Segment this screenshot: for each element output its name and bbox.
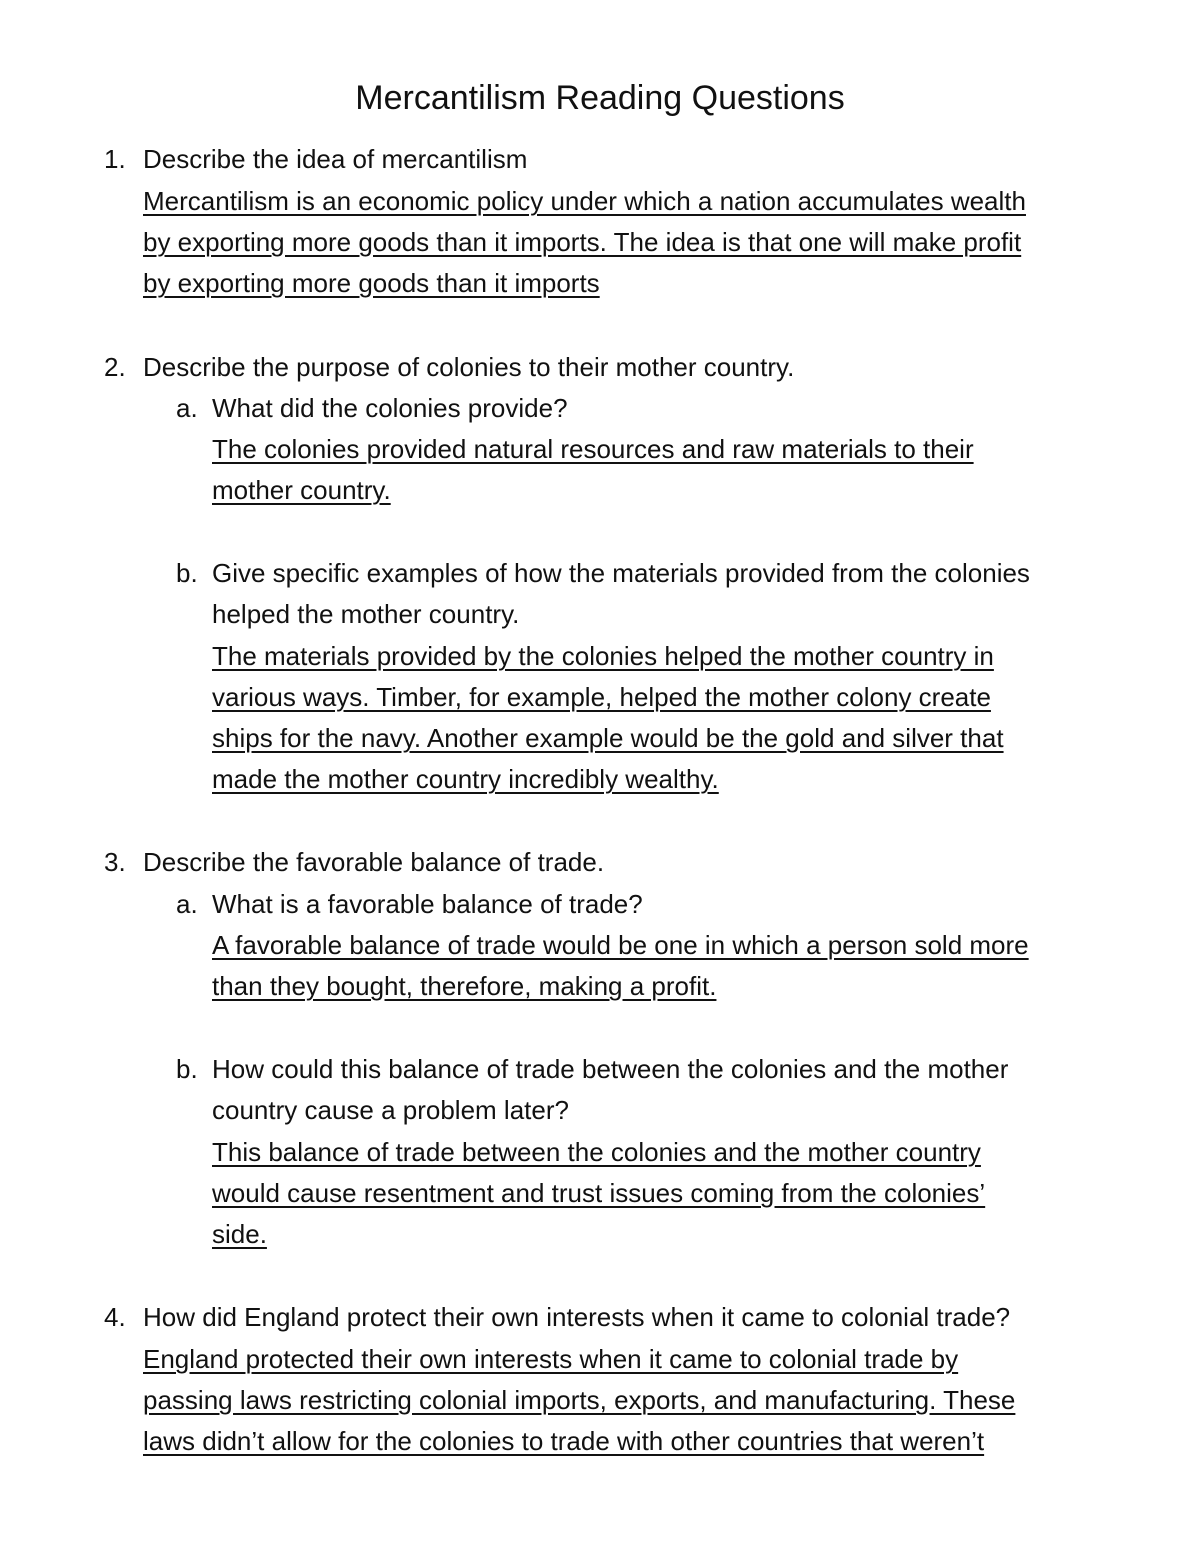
q4-answer-line-2: passing laws restricting colonial imports, exports, and manufacturing. These (143, 1385, 1016, 1415)
q3a-answer-line-2: than they bought, therefore, making a profit. (212, 971, 717, 1001)
q4-question: How did England protect their own interests when it came to colonial trade? (143, 1302, 1011, 1332)
q2a-answer-line-1: The colonies provided natural resources and raw materials to their (212, 434, 974, 464)
q3a-answer-line-1: A favorable balance of trade would be one in which a person sold more (212, 930, 1029, 960)
q2b-question-line-1: Give specific examples of how the materials provided from the colonies (212, 558, 1030, 588)
q4-number: 4. (104, 1302, 126, 1332)
q3-question: Describe the favorable balance of trade. (143, 847, 605, 877)
q2a-letter: a. (176, 393, 198, 423)
q1-number: 1. (104, 144, 126, 174)
q3b-answer-line-1: This balance of trade between the colonies and the mother country (212, 1137, 981, 1167)
q2b-answer-line-3: ships for the navy. Another example would be the gold and silver that (212, 723, 1004, 753)
q4-answer-line-3: laws didn’t allow for the colonies to trade with other countries that weren’t (143, 1426, 985, 1456)
q3b-answer-line-2: would cause resentment and trust issues coming from the colonies’ (212, 1178, 986, 1208)
q2a-question: What did the colonies provide? (212, 393, 568, 423)
q1-question: Describe the idea of mercantilism (143, 144, 528, 174)
q2b-letter: b. (176, 558, 198, 588)
q2-number: 2. (104, 352, 126, 382)
q3a-letter: a. (176, 889, 198, 919)
q2b-question-line-2: helped the mother country. (212, 599, 520, 629)
q1-answer-line-1: Mercantilism is an economic policy under which a nation accumulates wealth (143, 186, 1026, 216)
q2b-answer-line-4: made the mother country incredibly wealthy. (212, 764, 719, 794)
q3-number: 3. (104, 847, 126, 877)
q2b-answer-line-1: The materials provided by the colonies helped the mother country in (212, 641, 994, 671)
q1-answer-line-2: by exporting more goods than it imports. The idea is that one will make profit (143, 227, 1022, 257)
q3a-question: What is a favorable balance of trade? (212, 889, 643, 919)
q3b-letter: b. (176, 1054, 198, 1084)
q3b-question-line-2: country cause a problem later? (212, 1095, 569, 1125)
q3b-question-line-1: How could this balance of trade between the colonies and the mother (212, 1054, 1009, 1084)
q1-answer-line-3: by exporting more goods than it imports (143, 268, 600, 298)
q2a-answer-line-2: mother country. (212, 475, 391, 505)
q4-answer-line-1: England protected their own interests when it came to colonial trade by (143, 1344, 959, 1374)
page-title: Mercantilism Reading Questions (355, 79, 845, 117)
q2-question: Describe the purpose of colonies to their mother country. (143, 352, 795, 382)
q2b-answer-line-2: various ways. Timber, for example, helped the mother colony create (212, 682, 991, 712)
q3b-answer-line-3: side. (212, 1219, 267, 1249)
